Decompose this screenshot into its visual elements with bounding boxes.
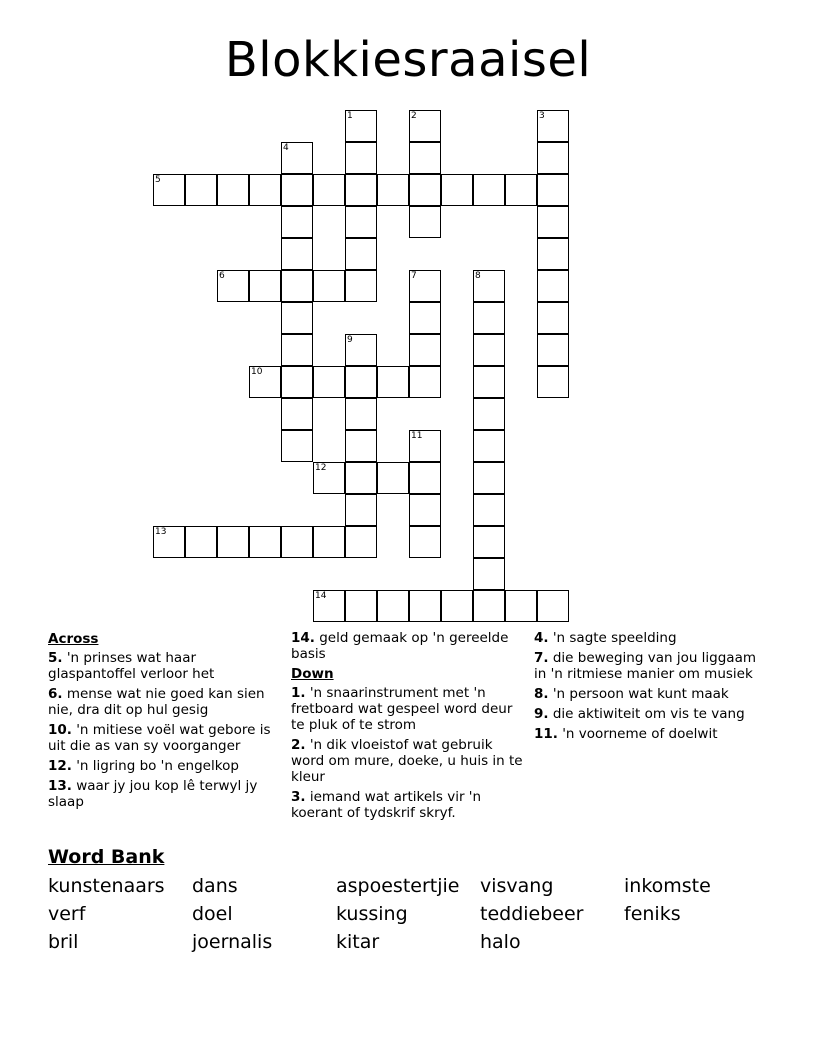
word-bank-item: kunstenaars — [48, 875, 165, 897]
clue-column-3 — [534, 630, 764, 746]
clue-down-7 — [534, 650, 764, 682]
grid-cell[interactable] — [473, 430, 505, 462]
word-bank-item: teddiebeer — [480, 903, 584, 925]
clue-number: 5. — [48, 650, 63, 666]
grid-cell[interactable] — [473, 590, 505, 622]
grid-cell[interactable] — [409, 526, 441, 558]
cell-number: 6 — [219, 271, 225, 281]
clue-down-2 — [291, 737, 526, 785]
grid-cell[interactable] — [537, 590, 569, 622]
clue-number: 12. — [48, 758, 72, 774]
grid-cell[interactable] — [409, 462, 441, 494]
clue-across-6 — [48, 686, 273, 718]
grid-cell[interactable] — [505, 174, 537, 206]
word-bank-item: inkomste — [624, 875, 711, 897]
clue-number: 9. — [534, 706, 549, 722]
grid-cell[interactable] — [441, 590, 473, 622]
grid-cell[interactable] — [281, 398, 313, 430]
word-bank-item: kitar — [336, 931, 380, 953]
across-heading: Across — [48, 631, 99, 647]
grid-cell[interactable] — [537, 302, 569, 334]
down-heading: Down — [291, 666, 334, 682]
grid-cell[interactable] — [217, 526, 249, 558]
grid-cell[interactable] — [345, 174, 377, 206]
grid-cell[interactable] — [345, 206, 377, 238]
grid-cell[interactable] — [313, 174, 345, 206]
clue-across-12 — [48, 758, 273, 774]
clue-down-3 — [291, 789, 526, 821]
clue-number: 8. — [534, 686, 549, 702]
grid-cell[interactable] — [313, 270, 345, 302]
clue-down-1 — [291, 685, 526, 733]
word-bank-item: doel — [192, 903, 233, 925]
grid-cell[interactable] — [281, 302, 313, 334]
grid-cell[interactable] — [345, 430, 377, 462]
clue-text: waar jy jou kop lê terwyl jy slaap — [48, 778, 258, 810]
clue-text: die aktiwiteit om vis te vang — [552, 706, 745, 722]
clue-down-8 — [534, 686, 764, 702]
cell-number: 8 — [475, 271, 481, 281]
word-bank-item: halo — [480, 931, 521, 953]
grid-cell[interactable] — [537, 174, 569, 206]
grid-cell[interactable] — [313, 526, 345, 558]
clue-number: 10. — [48, 722, 72, 738]
clue-text: 'n mitiese voël wat gebore is uit die as van sy voorganger — [48, 722, 271, 754]
clue-across-14 — [291, 630, 526, 662]
grid-cell[interactable] — [473, 174, 505, 206]
grid-cell[interactable] — [377, 462, 409, 494]
grid-cell[interactable] — [249, 526, 281, 558]
word-bank-item: dans — [192, 875, 238, 897]
clue-text: 'n voorneme of doelwit — [562, 726, 718, 742]
grid-cell[interactable] — [345, 526, 377, 558]
clue-number: 7. — [534, 650, 549, 666]
word-bank-item: joernalis — [192, 931, 273, 953]
grid-cell[interactable] — [537, 270, 569, 302]
cell-number: 2 — [411, 111, 417, 121]
grid-cell[interactable] — [473, 398, 505, 430]
word-bank-title: Word Bank — [48, 846, 165, 868]
word-bank-item: kussing — [336, 903, 408, 925]
clue-number: 4. — [534, 630, 549, 646]
grid-cell[interactable] — [409, 142, 441, 174]
word-bank-item: visvang — [480, 875, 554, 897]
cell-number: 11 — [411, 431, 423, 441]
clue-column-2 — [291, 630, 526, 825]
clue-text: 'n persoon wat kunt maak — [552, 686, 729, 702]
grid-cell[interactable] — [185, 526, 217, 558]
grid-cell[interactable] — [345, 462, 377, 494]
grid-cell[interactable] — [345, 270, 377, 302]
grid-cell[interactable] — [377, 590, 409, 622]
clue-text: 'n snaarinstrument met 'n fretboard wat gespeel word deur te pluk of te strom — [291, 685, 513, 733]
grid-cell[interactable] — [281, 430, 313, 462]
grid-cell[interactable] — [537, 334, 569, 366]
cell-number: 10 — [251, 367, 263, 377]
grid-cell[interactable] — [281, 238, 313, 270]
grid-cell[interactable] — [281, 270, 313, 302]
clue-text: 'n sagte speelding — [552, 630, 677, 646]
clue-text: 'n dik vloeistof wat gebruik word om mure, doeke, u huis in te kleur — [291, 737, 523, 785]
grid-cell[interactable] — [409, 334, 441, 366]
cell-number: 13 — [155, 527, 167, 537]
clue-number: 14. — [291, 630, 315, 646]
grid-cell[interactable] — [281, 206, 313, 238]
clue-down-9 — [534, 706, 764, 722]
grid-cell[interactable] — [345, 238, 377, 270]
cell-number: 3 — [539, 111, 545, 121]
clue-column-1 — [48, 630, 273, 814]
grid-cell[interactable] — [377, 366, 409, 398]
grid-cell[interactable] — [537, 142, 569, 174]
grid-cell[interactable] — [345, 366, 377, 398]
grid-cell[interactable] — [217, 174, 249, 206]
grid-cell[interactable] — [409, 590, 441, 622]
word-bank-item: verf — [48, 903, 86, 925]
clue-number: 13. — [48, 778, 72, 794]
grid-cell[interactable] — [281, 174, 313, 206]
cell-number: 1 — [347, 111, 353, 121]
grid-cell[interactable] — [537, 366, 569, 398]
grid-cell[interactable] — [473, 494, 505, 526]
grid-cell[interactable] — [281, 526, 313, 558]
cell-number: 14 — [315, 591, 327, 601]
clue-text: 'n ligring bo 'n engelkop — [76, 758, 239, 774]
grid-cell[interactable] — [473, 558, 505, 590]
clue-text: iemand wat artikels vir 'n koerant of tydskrif skryf. — [291, 789, 482, 821]
cell-number: 9 — [347, 335, 353, 345]
clue-number: 6. — [48, 686, 63, 702]
grid-cell[interactable] — [249, 270, 281, 302]
clue-number: 1. — [291, 685, 306, 701]
grid-cell[interactable] — [537, 238, 569, 270]
clue-down-11 — [534, 726, 764, 742]
clue-number: 3. — [291, 789, 306, 805]
clue-text: 'n prinses wat haar glaspantoffel verloor het — [48, 650, 215, 682]
grid-cell[interactable] — [473, 302, 505, 334]
grid-cell[interactable] — [345, 142, 377, 174]
word-bank-item: aspoestertjie — [336, 875, 460, 897]
grid-cell[interactable] — [505, 590, 537, 622]
grid-cell[interactable] — [377, 174, 409, 206]
grid-cell[interactable] — [473, 334, 505, 366]
cell-number: 7 — [411, 271, 417, 281]
grid-cell[interactable] — [473, 462, 505, 494]
grid-cell[interactable] — [249, 174, 281, 206]
grid-cell[interactable] — [441, 174, 473, 206]
grid-cell[interactable] — [345, 398, 377, 430]
grid-cell[interactable] — [473, 366, 505, 398]
grid-cell[interactable] — [409, 302, 441, 334]
grid-cell[interactable] — [409, 366, 441, 398]
grid-cell[interactable] — [537, 206, 569, 238]
grid-cell[interactable] — [313, 366, 345, 398]
clue-text: mense wat nie goed kan sien nie, dra dit op hul gesig — [48, 686, 265, 718]
clue-text: die beweging van jou liggaam in 'n ritmiese manier om musiek — [534, 650, 757, 682]
grid-cell[interactable] — [409, 494, 441, 526]
clue-number: 11. — [534, 726, 558, 742]
grid-cell[interactable] — [473, 526, 505, 558]
word-bank-item: feniks — [624, 903, 681, 925]
cell-number: 5 — [155, 175, 161, 185]
grid-cell[interactable] — [409, 206, 441, 238]
clue-across-13 — [48, 778, 273, 810]
word-bank-item: bril — [48, 931, 79, 953]
clue-across-5 — [48, 650, 273, 682]
grid-cell[interactable] — [409, 174, 441, 206]
grid-cell[interactable] — [281, 366, 313, 398]
clue-across-10 — [48, 722, 273, 754]
cell-number: 4 — [283, 143, 289, 153]
grid-cell[interactable] — [185, 174, 217, 206]
clue-number: 2. — [291, 737, 306, 753]
clue-text: geld gemaak op 'n gereelde basis — [291, 630, 509, 662]
grid-cell[interactable] — [281, 334, 313, 366]
cell-number: 12 — [315, 463, 327, 473]
grid-cell[interactable] — [345, 590, 377, 622]
clue-down-4 — [534, 630, 764, 646]
puzzle-title: Blokkiesraaisel — [224, 32, 592, 88]
grid-cell[interactable] — [345, 494, 377, 526]
